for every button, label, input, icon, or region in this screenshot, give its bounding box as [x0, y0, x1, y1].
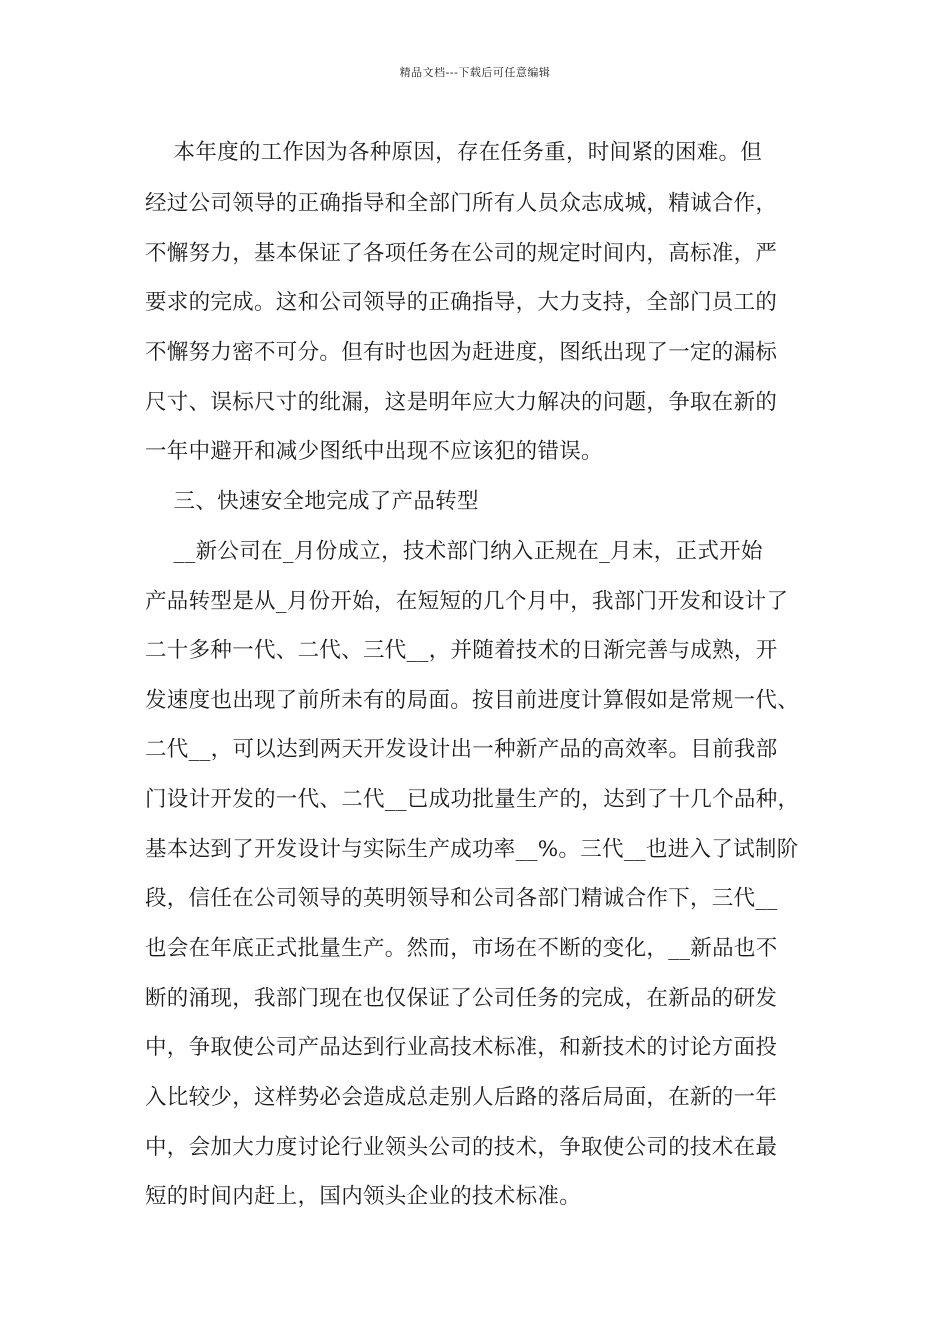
text-line: 中，争取使公司产品达到行业高技术标准，和新技术的讨论方面投 [145, 1035, 778, 1060]
page-header: 精品文档---下载后可任意编辑 [399, 66, 551, 79]
text-line: 要求的完成。这和公司领导的正确指导，大力支持，全部门员工的 [145, 290, 778, 315]
text-line: __新公司在_月份成立，技术部门纳入正规在_月末，正式开始 [145, 539, 763, 564]
text-line: 门设计开发的一代、二代__已成功批量生产的，达到了十几个品种， [145, 787, 800, 812]
text-line: 段，信任在公司领导的英明领导和公司各部门精诚合作下，三代__ [145, 886, 778, 911]
text-line: 也会在年底正式批量生产。然而，市场在不断的变化，__新品也不 [145, 936, 778, 961]
text-line: 本年度的工作因为各种原因，存在任务重，时间紧的困难。但 [145, 140, 763, 165]
text-line: 产品转型是从_月份开始，在短短的几个月中，我部门开发和设计了 [145, 589, 789, 614]
text-line: 基本达到了开发设计与实际生产成功率__%。三代__也进入了试制阶 [145, 837, 799, 862]
text-line: 入比较少，这样势必会造成总走别人后路的落后局面，在新的一年 [145, 1085, 778, 1110]
text-line: 不懈努力，基本保证了各项任务在公司的规定时间内，高标准，严 [145, 241, 778, 266]
section-heading: 三、快速安全地完成了产品转型 [145, 489, 479, 514]
text-line: 发速度也出现了前所未有的局面。按目前进度计算假如是常规一代、 [145, 688, 800, 713]
text-line: 二十多种一代、二代、三代__，并随着技术的日渐完善与成熟，开 [145, 638, 778, 663]
text-line: 一年中避开和减少图纸中出现不应该犯的错误。 [145, 439, 603, 464]
text-line: 短的时间内赶上，国内领头企业的技术标准。 [145, 1184, 582, 1209]
text-line: 尺寸、误标尺寸的纰漏，这是明年应大力解决的问题，争取在新的 [145, 390, 778, 415]
text-line: 二代__，可以达到两天开发设计出一种新产品的高效率。目前我部 [145, 737, 778, 762]
text-line: 中，会加大力度讨论行业领头公司的技术，争取使公司的技术在最 [145, 1135, 778, 1160]
text-line: 经过公司领导的正确指导和全部门所有人员众志成城，精诚合作， [145, 191, 778, 216]
text-line: 不懈努力密不可分。但有时也因为赶进度，图纸出现了一定的漏标 [145, 340, 778, 365]
text-line: 断的涌现，我部门现在也仅保证了公司任务的完成，在新品的研发 [145, 986, 778, 1011]
